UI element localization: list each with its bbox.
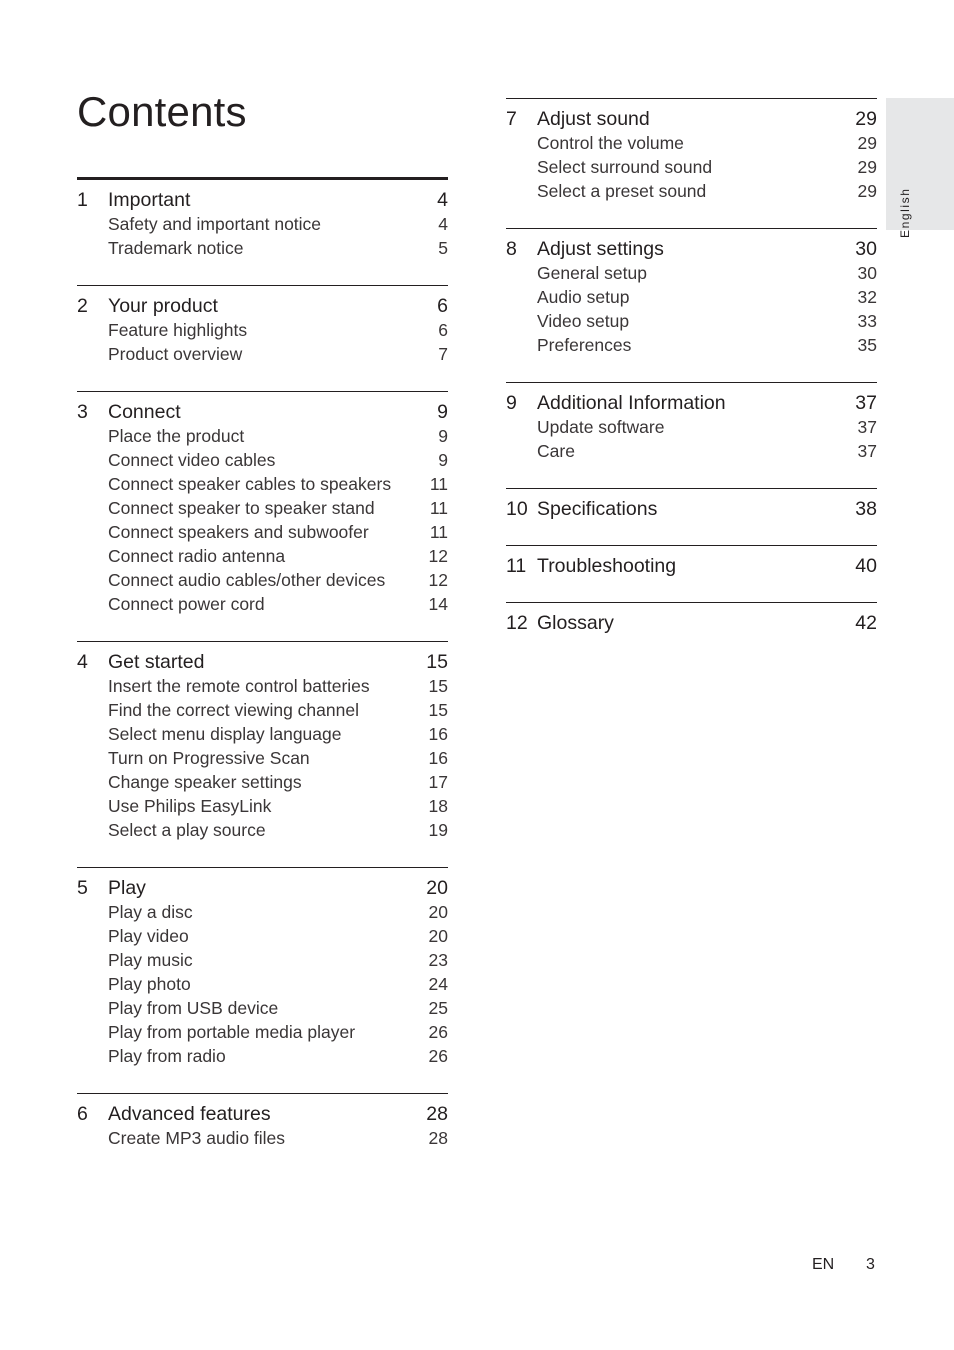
language-tab (886, 98, 954, 238)
toc-entry[interactable] (77, 1126, 448, 1150)
toc-entry[interactable] (77, 1020, 448, 1044)
toc-section-heading[interactable] (506, 611, 877, 635)
toc-entry-label: General setup (537, 263, 647, 283)
toc-section-heading[interactable] (77, 650, 448, 674)
toc-section (77, 285, 448, 391)
toc-section-page: 15 (426, 651, 448, 673)
toc-entry-label: Insert the remote control batteries (108, 676, 370, 696)
toc-entry-label: Video setup (537, 311, 630, 331)
toc-entry-label: Select surround sound (537, 157, 713, 177)
toc-entry-label: Use Philips EasyLink (108, 796, 272, 816)
page-title: Contents (77, 88, 247, 135)
toc-entry-label: Change speaker settings (108, 772, 302, 792)
language-tab-label: English (898, 187, 912, 238)
toc-section (77, 867, 448, 1093)
toc-section-number: 10 (506, 498, 528, 520)
toc-entry[interactable] (506, 333, 877, 357)
toc-entry[interactable] (77, 948, 448, 972)
toc-entry-label: Play a disc (108, 902, 193, 922)
toc-entry-label: Connect speakers and subwoofer (108, 522, 369, 542)
toc-entry-page: 37 (857, 417, 877, 437)
toc-entry-label: Select menu display language (108, 724, 342, 744)
toc-entry-page: 19 (428, 820, 448, 840)
toc-entry-page: 20 (428, 902, 448, 922)
toc-section-title: Adjust sound (537, 108, 650, 130)
toc-entry[interactable] (506, 415, 877, 439)
toc-entry-page: 25 (428, 998, 448, 1018)
toc-section-heading[interactable] (77, 876, 448, 900)
toc-entry-page: 16 (428, 724, 448, 744)
toc-entry-label: Play photo (108, 974, 191, 994)
toc-section-number: 2 (77, 295, 88, 317)
toc-section-number: 8 (506, 238, 517, 260)
toc-section-title: Connect (108, 401, 181, 423)
toc-entry-label: Select a preset sound (537, 181, 707, 201)
toc-entry[interactable] (77, 746, 448, 770)
toc-entry-page: 24 (428, 974, 448, 994)
toc-entry-page: 17 (428, 772, 448, 792)
toc-entry[interactable] (77, 674, 448, 698)
toc-entry[interactable] (506, 285, 877, 309)
toc-section-number: 6 (77, 1103, 88, 1125)
toc-section-title: Troubleshooting (537, 555, 677, 577)
toc-entry-label: Connect speaker cables to speakers (108, 474, 392, 494)
toc-entry[interactable] (506, 439, 877, 463)
toc-entry[interactable] (77, 924, 448, 948)
toc-entry-page: 6 (438, 320, 448, 340)
toc-entry-label: Feature highlights (108, 320, 248, 340)
toc-entry-page: 29 (857, 133, 877, 153)
toc-entry[interactable] (77, 996, 448, 1020)
toc-section-number: 12 (506, 612, 528, 634)
toc-entry-label: Create MP3 audio files (108, 1128, 286, 1148)
toc-entry[interactable] (77, 236, 448, 260)
toc-section-page: 42 (855, 612, 877, 634)
footer-page-number: 3 (866, 1256, 875, 1273)
toc-entry[interactable] (77, 342, 448, 366)
toc-entry-label: Play from USB device (108, 998, 279, 1018)
toc-section-title: Your product (108, 295, 218, 317)
toc-section (506, 98, 877, 228)
toc-section-number: 1 (77, 189, 88, 211)
toc-section (506, 602, 877, 659)
toc-section-heading[interactable] (506, 237, 877, 261)
toc-section-page: 28 (426, 1103, 448, 1125)
toc-section-title: Important (108, 189, 191, 211)
toc-section-number: 7 (506, 108, 517, 130)
toc-section-heading[interactable] (77, 1102, 448, 1126)
toc-entry-page: 9 (438, 426, 448, 446)
toc-entry-label: Audio setup (537, 287, 630, 307)
toc-column-right (506, 98, 877, 659)
toc-column-left (77, 177, 448, 1175)
toc-entry-label: Connect radio antenna (108, 546, 286, 566)
toc-entry-page: 32 (857, 287, 877, 307)
toc-section-page: 9 (437, 401, 448, 423)
toc-entry-page: 26 (428, 1022, 448, 1042)
toc-entry[interactable] (77, 794, 448, 818)
toc-section-heading[interactable] (506, 554, 877, 578)
toc-section-heading[interactable] (77, 294, 448, 318)
toc-section (77, 177, 448, 285)
toc-section (506, 382, 877, 488)
toc-entry[interactable] (506, 131, 877, 155)
toc-section-page: 37 (855, 392, 877, 414)
toc-entry[interactable] (77, 520, 448, 544)
toc-entry-page: 5 (438, 238, 448, 258)
toc-section-title: Play (108, 877, 146, 899)
toc-entry[interactable] (77, 424, 448, 448)
toc-entry-page: 12 (428, 570, 448, 590)
toc-entry-page: 29 (857, 181, 877, 201)
toc-entry-page: 12 (428, 546, 448, 566)
toc-entry-page: 35 (857, 335, 877, 355)
toc-entry-page: 18 (428, 796, 448, 816)
toc-entry-page: 15 (428, 700, 448, 720)
toc-section-page: 4 (437, 189, 448, 211)
toc-entry-label: Care (537, 441, 575, 461)
toc-entry-label: Connect speaker to speaker stand (108, 498, 375, 518)
toc-entry-page: 14 (428, 594, 448, 614)
toc-entry-label: Connect video cables (108, 450, 276, 470)
toc-section (506, 488, 877, 545)
toc-section (506, 228, 877, 382)
toc-entry[interactable] (506, 261, 877, 285)
toc-entry[interactable] (77, 318, 448, 342)
toc-entry[interactable] (506, 155, 877, 179)
toc-entry-page: 9 (438, 450, 448, 470)
toc-entry-label: Connect power cord (108, 594, 265, 614)
toc-entry-label: Product overview (108, 344, 243, 364)
toc-entry-label: Play from portable media player (108, 1022, 356, 1042)
toc-section-number: 9 (506, 392, 517, 414)
toc-entry[interactable] (506, 179, 877, 203)
toc-entry-page: 33 (857, 311, 877, 331)
toc-entry-label: Select a play source (108, 820, 266, 840)
toc-entry[interactable] (77, 592, 448, 616)
toc-section (506, 545, 877, 602)
toc-entry[interactable] (77, 212, 448, 236)
toc-entry-label: Play from radio (108, 1046, 226, 1066)
toc-entry-page: 4 (438, 214, 448, 234)
toc-section-heading[interactable] (506, 497, 877, 521)
toc-entry[interactable] (77, 544, 448, 568)
toc-entry[interactable] (77, 472, 448, 496)
toc-section-page: 29 (855, 108, 877, 130)
toc-entry-label: Control the volume (537, 133, 684, 153)
toc-entry-page: 26 (428, 1046, 448, 1066)
toc-entry[interactable] (506, 309, 877, 333)
toc-entry[interactable] (77, 1044, 448, 1068)
toc-section-title: Get started (108, 651, 205, 673)
toc-entry-page: 23 (428, 950, 448, 970)
toc-entry-page: 30 (857, 263, 877, 283)
toc-entry-page: 7 (438, 344, 448, 364)
toc-entry-label: Place the product (108, 426, 245, 446)
toc-section-heading[interactable] (506, 107, 877, 131)
toc-entry[interactable] (77, 496, 448, 520)
toc-entry[interactable] (77, 900, 448, 924)
toc-section-title: Advanced features (108, 1103, 271, 1125)
toc-entry[interactable] (77, 770, 448, 794)
toc-entry-label: Connect audio cables/other devices (108, 570, 386, 590)
toc-section (77, 1093, 448, 1175)
toc-entry-label: Turn on Progressive Scan (108, 748, 310, 768)
toc-entry-label: Play video (108, 926, 189, 946)
toc-entry-page: 28 (428, 1128, 448, 1148)
toc-section-heading[interactable] (77, 188, 448, 212)
toc-entry[interactable] (77, 448, 448, 472)
toc-section-title: Additional Information (537, 392, 726, 414)
toc-entry[interactable] (77, 972, 448, 996)
toc-section-title: Glossary (537, 612, 614, 634)
toc-entry-page: 11 (429, 474, 448, 494)
toc-section-title: Specifications (537, 498, 658, 520)
toc-entry-label: Preferences (537, 335, 632, 355)
toc-section-heading[interactable] (77, 400, 448, 424)
toc-section-number: 5 (77, 877, 88, 899)
toc-entry-label: Trademark notice (108, 238, 244, 258)
toc-section-page: 6 (437, 295, 448, 317)
toc-entry-page: 11 (429, 498, 448, 518)
toc-entry-page: 37 (857, 441, 877, 461)
toc-section-page: 30 (855, 238, 877, 260)
toc-section (77, 641, 448, 867)
toc-entry[interactable] (77, 698, 448, 722)
toc-entry[interactable] (77, 568, 448, 592)
toc-entry-label: Update software (537, 417, 665, 437)
toc-section-page: 40 (855, 555, 877, 577)
toc-entry-page: 29 (857, 157, 877, 177)
toc-section-number: 4 (77, 651, 88, 673)
toc-section-title: Adjust settings (537, 238, 664, 260)
toc-section-page: 20 (426, 877, 448, 899)
toc-entry[interactable] (77, 722, 448, 746)
toc-section-number: 3 (77, 401, 88, 423)
toc-entry-page: 15 (428, 676, 448, 696)
toc-entry-page: 20 (428, 926, 448, 946)
toc-section-page: 38 (855, 498, 877, 520)
toc-entry-page: 11 (429, 522, 448, 542)
toc-section-number: 11 (506, 555, 527, 577)
toc-entry[interactable] (77, 818, 448, 842)
toc-entry-page: 16 (428, 748, 448, 768)
toc-section-heading[interactable] (506, 391, 877, 415)
footer-language: EN (812, 1256, 835, 1273)
toc-entry-label: Safety and important notice (108, 214, 322, 234)
toc-entry-label: Find the correct viewing channel (108, 700, 359, 720)
toc-section (77, 391, 448, 641)
toc-entry-label: Play music (108, 950, 193, 970)
